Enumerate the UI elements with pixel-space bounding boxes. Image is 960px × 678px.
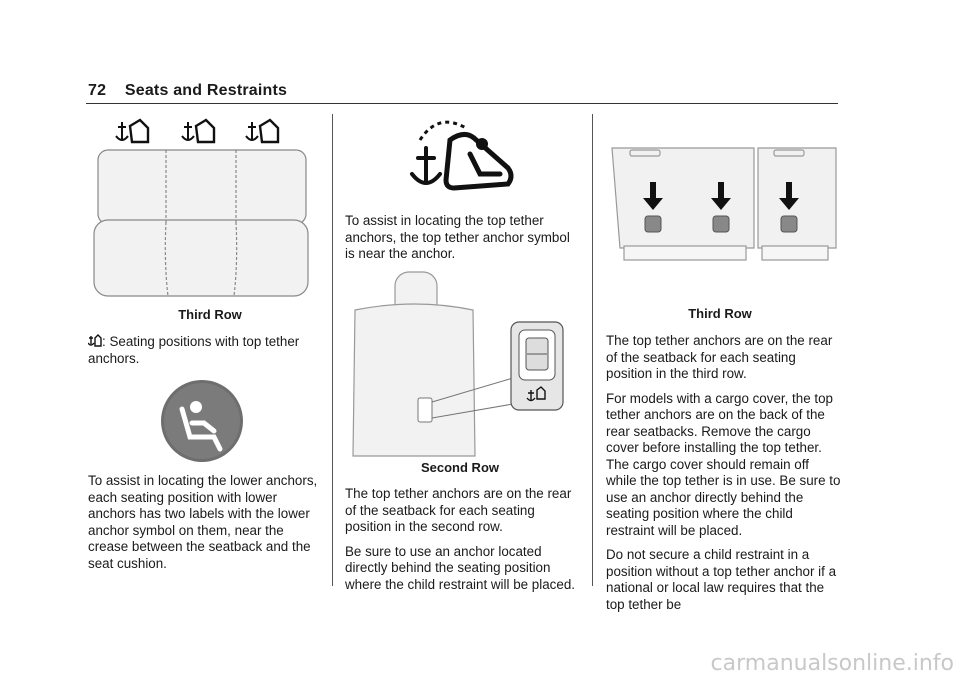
- section-title: Seats and Restraints: [124, 82, 288, 99]
- page-header: [88, 82, 287, 100]
- column-divider-2: [592, 114, 593, 586]
- third-row-paragraph-1: The top tether anchors are on the rear of the seatback for each seating position in the third row.: [606, 333, 833, 381]
- second-row-seat-illustration: [345, 270, 570, 458]
- third-row-paragraph-3: Do not secure a child restraint in a position without a top tether anchor if a national or local law requires that the top tether be: [606, 547, 837, 612]
- figure-caption-third-row-2: Third Row: [688, 306, 752, 321]
- symbol-legend-text: : Seating positions with top tether anchors.: [88, 334, 300, 366]
- tether-anchor-symbol-large: [408, 118, 518, 194]
- column-1: [88, 334, 318, 375]
- figure-caption-third-row-1: Third Row: [178, 307, 242, 322]
- header-rule: [86, 103, 838, 104]
- column-divider-1: [332, 114, 333, 586]
- anchor-callout: [511, 322, 563, 410]
- tether-anchor-icon: [116, 120, 278, 142]
- second-row-paragraph-1: The top tether anchors are on the rear of the seatback for each seating position in the second row.: [345, 486, 572, 534]
- top-tether-intro: To assist in locating the top tether anchors, the top tether anchor symbol is near the anchor.: [345, 213, 570, 261]
- column-2-body: [345, 486, 581, 601]
- tether-anchor-icon: [88, 334, 102, 348]
- third-row-seatback-illustration: [604, 140, 840, 266]
- third-row-bench-illustration: [90, 112, 312, 302]
- column-2-intro: [345, 213, 581, 271]
- third-row-paragraph-2: For models with a cargo cover, the top tether anchors are on the back of the rear seatbacks. Remove the cargo cover before installing the top tether. The cargo cover should remain off while the top tether is in use. Be sure to use an anchor directly behind the seating position where the child restraint will be placed.: [606, 390, 841, 538]
- second-row-paragraph-2: Be sure to use an anchor located directly behind the seating position where the child restraint will be placed.: [345, 543, 575, 592]
- figure-caption-second-row: Second Row: [420, 460, 499, 475]
- lower-anchor-icon: [160, 379, 244, 463]
- page-number: 72: [88, 82, 107, 99]
- symbol-legend: [88, 334, 318, 367]
- bench-seat: [94, 150, 308, 296]
- watermark: carmanualsonline.info: [710, 651, 954, 676]
- lower-anchor-paragraph: To assist in locating the lower anchors, each seating position with lower anchors has two labels with the lower anchor symbol on them, near the crease between the seatback and the seat cushion.: [88, 473, 318, 571]
- column-1-body: [88, 473, 320, 580]
- column-3-body: [606, 333, 842, 621]
